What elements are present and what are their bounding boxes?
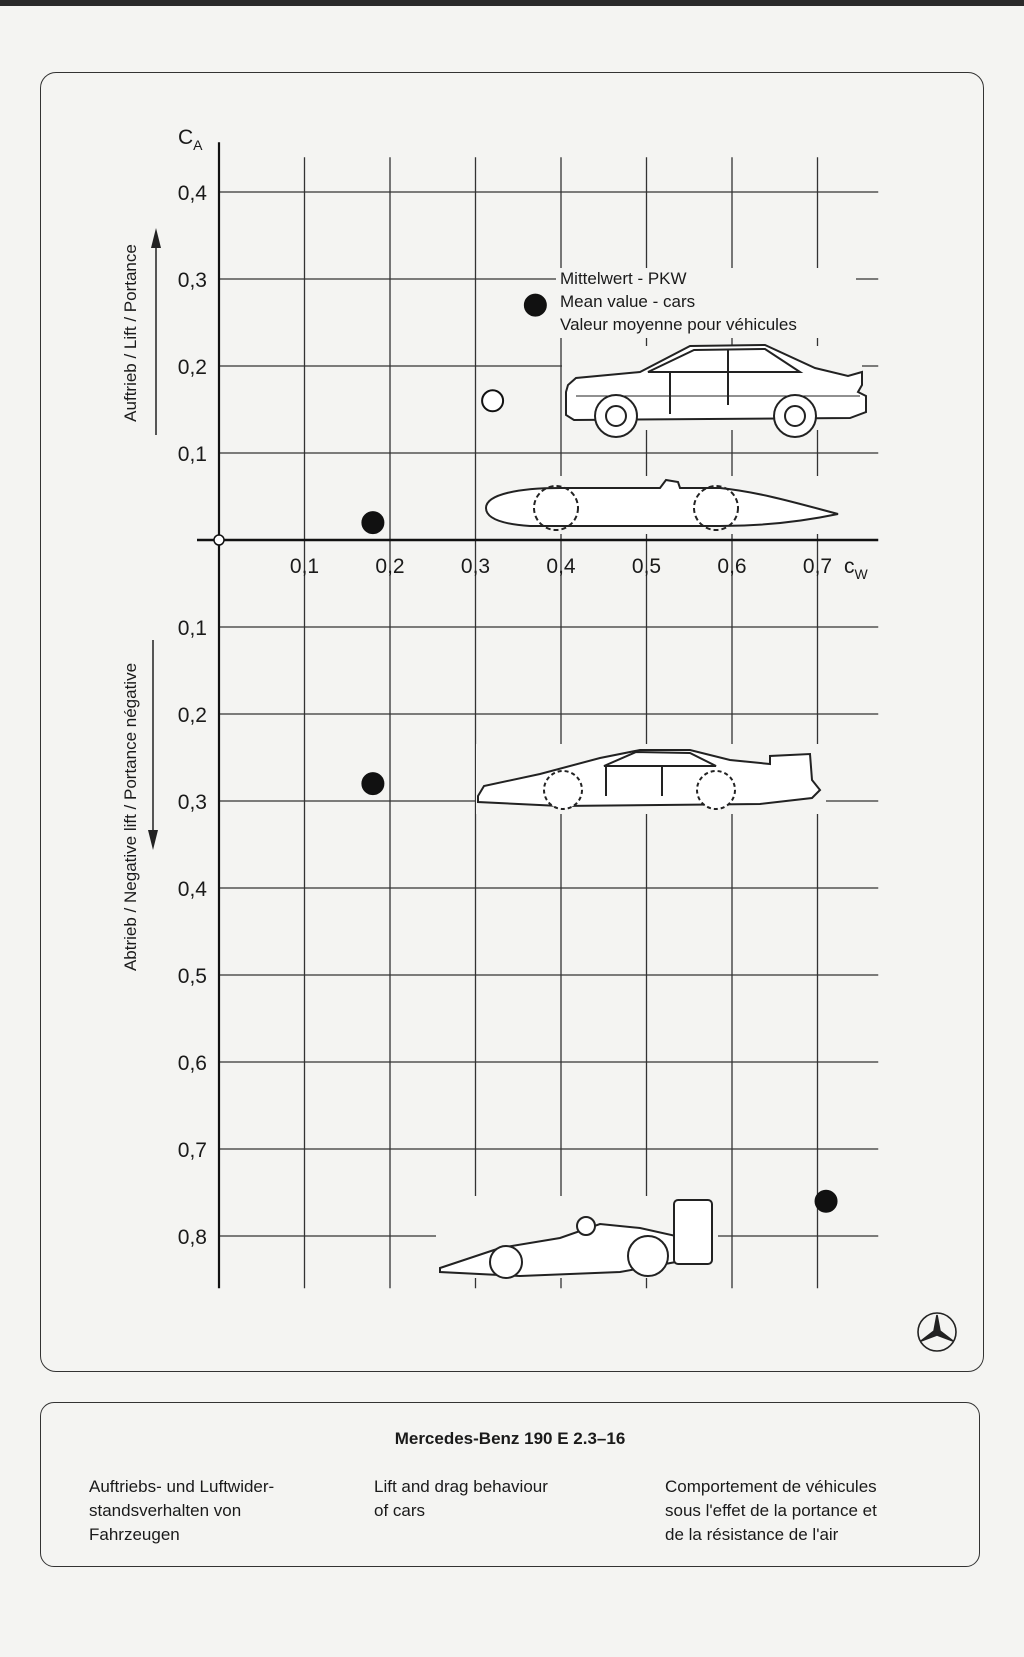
formula-car-illustration bbox=[436, 1196, 718, 1278]
origin-marker bbox=[214, 535, 224, 545]
y-tick-label: 0,1 bbox=[177, 617, 207, 640]
y-tick-label: 0,4 bbox=[177, 878, 207, 901]
lift-arrow-head bbox=[151, 228, 161, 248]
caption-box bbox=[40, 1402, 980, 1567]
data-point bbox=[816, 1191, 837, 1212]
caption-german: Auftriebs- und Luftwider- standsverhalten von Fahrzeugen bbox=[89, 1477, 275, 1544]
x-tick-label: 0,7 bbox=[802, 555, 833, 578]
y-tick-label: 0,7 bbox=[177, 1139, 207, 1162]
y-tick-label: 0,5 bbox=[177, 965, 207, 988]
data-point-open bbox=[482, 390, 503, 411]
x-tick-label: 0,3 bbox=[460, 555, 491, 578]
sedan-car-illustration bbox=[562, 345, 866, 437]
data-point bbox=[362, 512, 383, 533]
x-tick-label: 0,5 bbox=[631, 555, 662, 578]
y-tick-label: 0,2 bbox=[177, 356, 207, 379]
x-tick-label: 0,1 bbox=[289, 555, 320, 578]
downforce-arrow-head bbox=[148, 830, 158, 850]
y-tick-label: 0,3 bbox=[177, 791, 207, 814]
data-point bbox=[362, 773, 383, 794]
legend-line-1: Mittelwert - PKW bbox=[560, 269, 687, 288]
x-axis-label: $c_W$ bbox=[844, 555, 868, 582]
lift-label: Auftrieb / Lift / Portance bbox=[121, 244, 140, 422]
y-tick-label: 0,8 bbox=[177, 1226, 207, 1249]
x-tick-label: 0,4 bbox=[546, 555, 576, 578]
y-tick-label: 0,6 bbox=[177, 1052, 207, 1075]
mercedes-star-logo bbox=[918, 1313, 956, 1351]
legend-line-3: Valeur moyenne pour véhicules bbox=[560, 315, 797, 334]
tick-labels bbox=[178, 182, 832, 1249]
legend-line-2: Mean value - cars bbox=[560, 292, 696, 311]
x-tick-label: 0,2 bbox=[375, 555, 405, 578]
record-car-illustration bbox=[480, 476, 840, 534]
x-tick-label: 0,6 bbox=[717, 555, 747, 578]
y-tick-label: 0,3 bbox=[177, 269, 207, 292]
caption-title: Mercedes-Benz 190 E 2.3–16 bbox=[394, 1429, 626, 1448]
y-axis-label: $C_A$ bbox=[178, 126, 203, 153]
y-tick-label: 0,4 bbox=[177, 182, 207, 205]
sports-prototype-illustration bbox=[476, 744, 826, 814]
y-tick-label: 0,1 bbox=[177, 443, 207, 466]
data-point bbox=[525, 295, 546, 316]
downforce-label: Abtrieb / Negative lift / Portance négative bbox=[121, 662, 140, 972]
caption-french: Comportement de véhicules sous l'effet de la portance et de la résistance de l'air bbox=[665, 1477, 877, 1544]
y-tick-label: 0,2 bbox=[177, 704, 207, 727]
caption-english: Lift and drag behaviour of cars bbox=[374, 1477, 548, 1520]
